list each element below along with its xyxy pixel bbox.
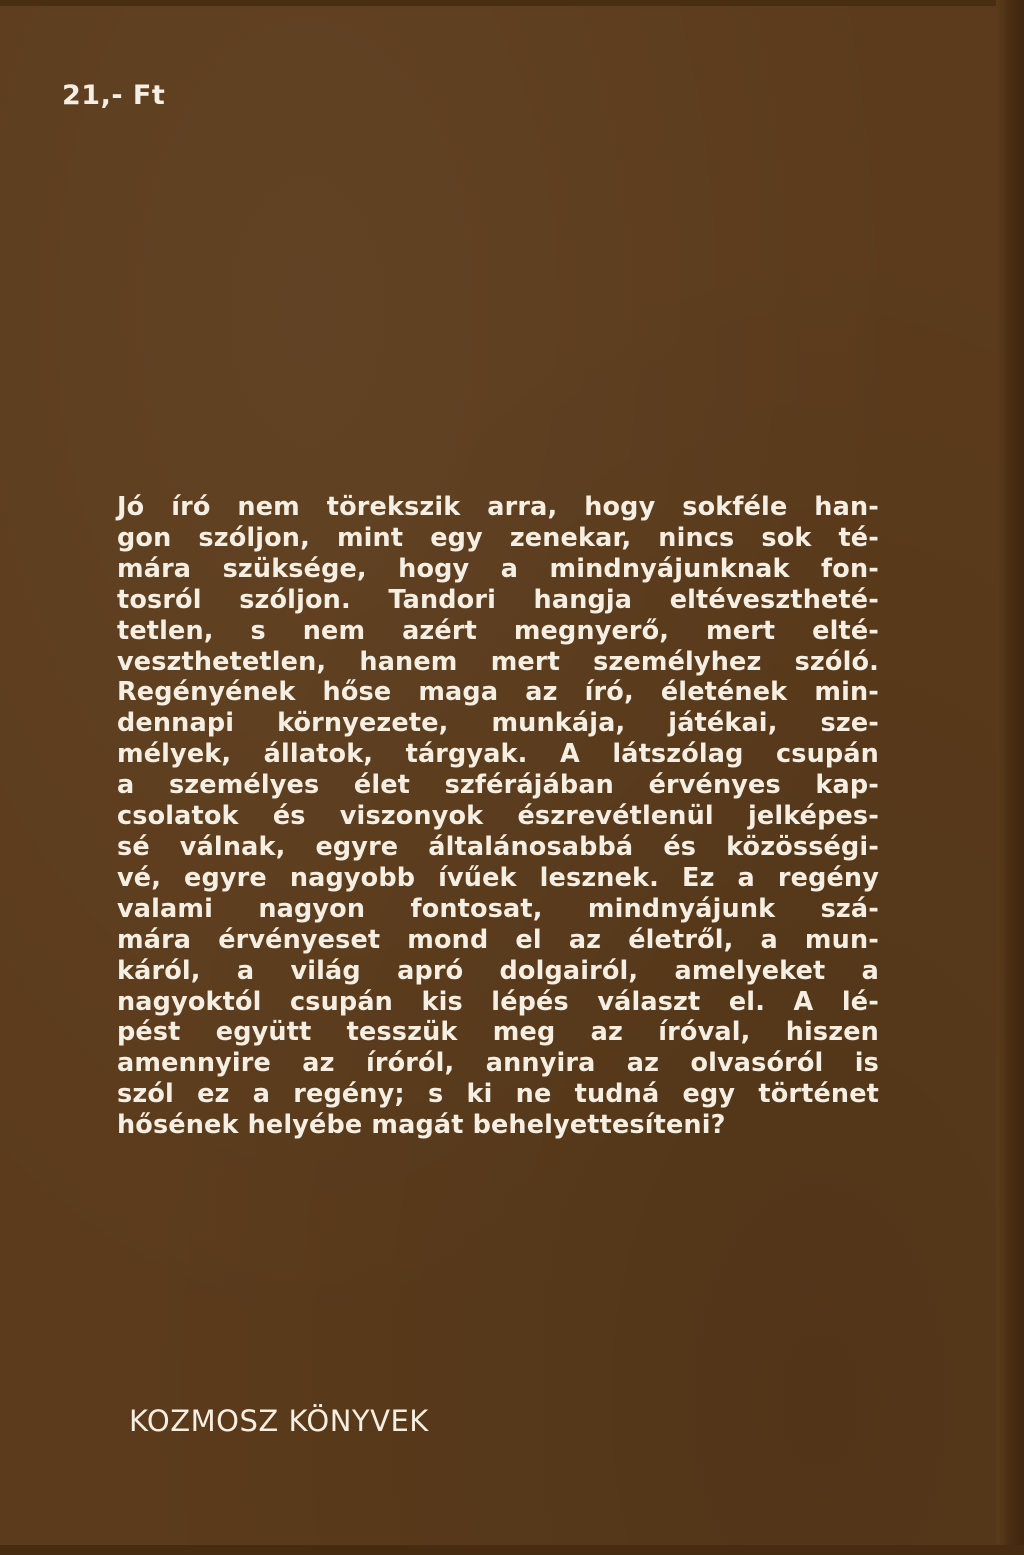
blurb-line: mára érvényeset mond el az életről, a mun-	[117, 924, 879, 955]
blurb-line: sé válnak, egyre általánosabbá és közösségi-	[117, 831, 879, 862]
blurb-line: dennapi környezete, munkája, játékai, sze-	[117, 708, 879, 739]
publisher-series-name: KOZMOSZ KÖNYVEK	[129, 1404, 429, 1438]
price-label: 21,- Ft	[62, 80, 166, 111]
blurb-line: szól ez a regény; s ki ne tudná egy történet	[117, 1079, 879, 1110]
cover-spine-edge	[996, 0, 1024, 1555]
blurb-line: a személyes élet szférájában érvényes kap-	[117, 770, 879, 801]
blurb-text	[117, 492, 879, 1141]
blurb-line: pést együtt tesszük meg az íróval, hiszen	[117, 1017, 879, 1048]
blurb-line: káról, a világ apró dolgairól, amelyeket a	[117, 955, 879, 986]
blurb-line: veszthetetlen, hanem mert személyhez szóló.	[117, 646, 879, 677]
blurb-line: tosról szóljon. Tandori hangja eltévesztheté-	[117, 584, 879, 615]
blurb-line: vé, egyre nagyobb ívűek lesznek. Ez a regény	[117, 862, 879, 893]
blurb-line: gon szóljon, mint egy zenekar, nincs sok té-	[117, 522, 879, 553]
blurb-line: hősének helyébe magát behelyettesíteni?	[117, 1110, 726, 1141]
blurb-line: nagyoktól csupán kis lépés választ el. A lé-	[117, 986, 879, 1017]
blurb-line: Regényének hőse maga az író, életének min-	[117, 677, 879, 708]
blurb-line: mára szüksége, hogy a mindnyájunknak fon-	[117, 553, 879, 584]
cover-top-edge	[0, 0, 1024, 6]
blurb-line: Jó író nem törekszik arra, hogy sokféle han-	[117, 492, 879, 522]
blurb-line: csolatok és viszonyok észrevétlenül jelképes-	[117, 801, 879, 832]
blurb-line: amennyire az íróról, annyira az olvasóról is	[117, 1048, 879, 1079]
blurb-line: valami nagyon fontosat, mindnyájunk szá-	[117, 893, 879, 924]
blurb-line: tetlen, s nem azért megnyerő, mert elté-	[117, 615, 879, 646]
blurb-line: mélyek, állatok, tárgyak. A látszólag csupán	[117, 739, 879, 770]
cover-bottom-edge	[0, 1545, 1024, 1555]
